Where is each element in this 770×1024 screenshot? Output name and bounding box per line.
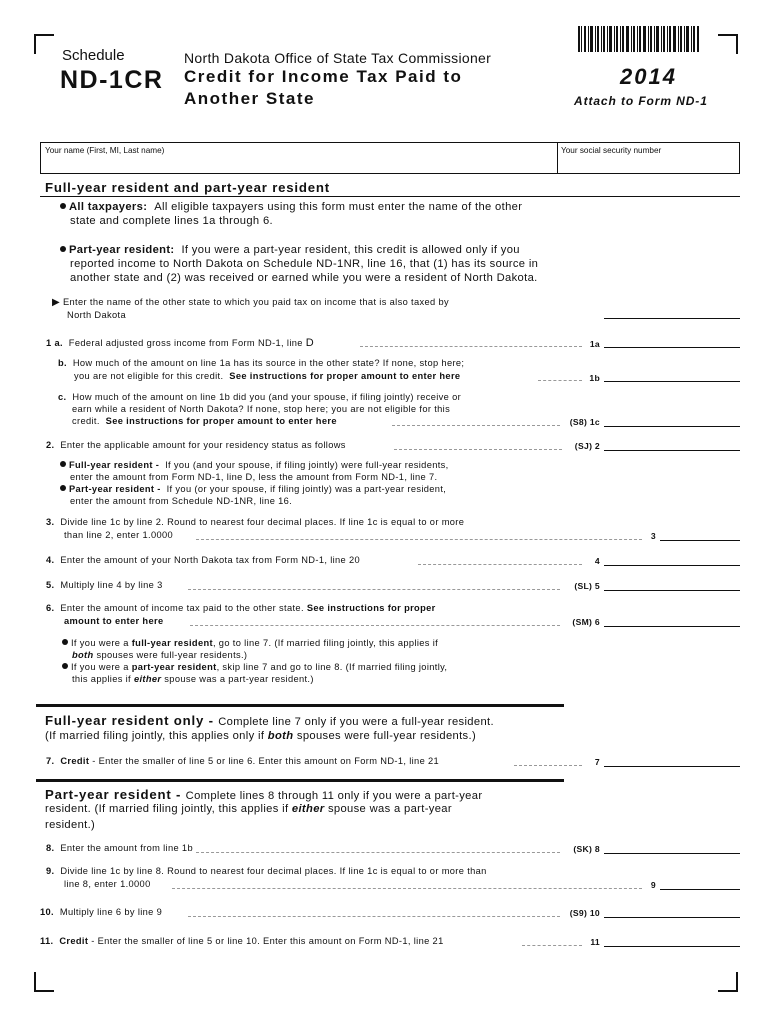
- other-state-name-input[interactable]: [604, 318, 740, 319]
- line-2-full-year-note-cont: enter the amount from Form ND-1, line D, less the amount from Form ND-1, line 7.: [70, 472, 438, 482]
- line-1b-text-cont: you are not eligible for this credit. See instructions for proper amount to enter here: [74, 371, 461, 381]
- leader-dots: [196, 539, 642, 540]
- attach-note: Attach to Form ND-1: [574, 94, 708, 108]
- line-2-full-year-note: Full-year resident - If you (and your spouse, if filing jointly) were full-year residents,: [60, 460, 449, 470]
- section-full-year-only-note: (If married filing jointly, this applies only if both spouses were full-year residents.): [45, 730, 477, 742]
- line-1a-text: 1 a. Federal adjusted gross income from Form ND-1, line D: [46, 337, 315, 349]
- leader-dots: [196, 852, 560, 853]
- line-6-full-year-instruction: If you were a full-year resident, go to line 7. (If married filing jointly, this applies if: [62, 638, 438, 648]
- line-6-part-year-instruction-cont: this applies if either spouse was a part-year resident.): [72, 674, 314, 684]
- line-5-label: (SL) 5: [574, 581, 600, 591]
- line-6-label: (SM) 6: [572, 617, 600, 627]
- leader-dots: [392, 425, 560, 426]
- corner-mark-top-right: [718, 34, 738, 54]
- line-8-text: 8. Enter the amount from line 1b: [46, 843, 193, 853]
- leader-dots: [188, 589, 560, 590]
- part-year-note: Part-year resident: If you were a part-year resident, this credit is allowed only if you: [60, 244, 520, 256]
- bullet-icon: [60, 246, 66, 252]
- other-state-prompt: ▶ Enter the name of the other state to which you paid tax on income that is also taxed by: [52, 297, 449, 308]
- line-8-amount-input[interactable]: [604, 853, 740, 854]
- section-full-and-part-year-title: Full-year resident and part-year resident: [45, 180, 330, 195]
- corner-mark-bottom-right: [718, 972, 738, 992]
- triangle-pointer-icon: ▶: [52, 297, 61, 308]
- line-3-ratio-input[interactable]: [660, 540, 740, 541]
- section-divider: [36, 704, 564, 707]
- line-3-text-cont: than line 2, enter 1.0000: [64, 530, 174, 540]
- form-title-line1: Credit for Income Tax Paid to: [184, 67, 463, 86]
- line-7-label: 7: [594, 757, 600, 767]
- line-4-label: 4: [594, 556, 600, 566]
- line-1b-text: b. How much of the amount on line 1a has its source in the other state? If none, stop here;: [58, 358, 465, 368]
- line-1c-label: (S8) 1c: [569, 417, 600, 427]
- line-10-text: 10. Multiply line 6 by line 9: [40, 907, 163, 917]
- ssn-divider: [557, 142, 558, 173]
- line-1b-amount-input[interactable]: [604, 381, 740, 382]
- line-1c-text-line2: earn while a resident of North Dakota? If none, stop here; you are not eligible for this: [72, 404, 451, 414]
- line-1c-text-line3: credit. See instructions for proper amount to enter here: [72, 416, 337, 426]
- section-part-year-note-cont: resident.): [45, 819, 96, 831]
- line-1c-text: c. How much of the amount on line 1b did you (and your spouse, if filing jointly) receive or: [58, 392, 462, 402]
- line-1a-amount-input[interactable]: [604, 347, 740, 348]
- line-2-part-year-note-cont: enter the amount from Schedule ND-1NR, line 16.: [70, 496, 293, 506]
- line-5-amount-input[interactable]: [604, 590, 740, 591]
- line-11-text: 11. Credit - Enter the smaller of line 5 or line 10. Enter this amount on Form ND-1, line 21: [40, 936, 444, 946]
- line-6-amount-input[interactable]: [604, 626, 740, 627]
- name-field[interactable]: Your name (First, MI, Last name): [45, 146, 165, 155]
- corner-mark-top-left: [34, 34, 54, 54]
- line-9-text-cont: line 8, enter 1.0000: [64, 879, 151, 889]
- form-title-line2: Another State: [184, 89, 315, 108]
- corner-mark-bottom-left: [34, 972, 54, 992]
- line-2-part-year-note: Part-year resident - If you (or your spouse, if filing jointly) was a part-year resident,: [60, 484, 446, 494]
- line-2-label: (SJ) 2: [574, 441, 600, 451]
- bullet-icon: [60, 485, 66, 491]
- all-taxpayers-note-cont: state and complete lines 1a through 6.: [70, 215, 273, 227]
- line-9-text: 9. Divide line 1c by line 8. Round to nearest four decimal places. If line 1c is equal to or more than: [46, 866, 487, 876]
- line-2-amount-input[interactable]: [604, 450, 740, 451]
- leader-dots: [394, 449, 562, 450]
- line-7-credit-input[interactable]: [604, 766, 740, 767]
- line-9-ratio-input[interactable]: [660, 889, 740, 890]
- section-rule: [40, 196, 740, 197]
- form-id: ND-1CR: [60, 66, 164, 94]
- line-6-full-year-instruction-cont: both spouses were full-year residents.): [72, 650, 248, 660]
- section-full-year-only-title: Full-year resident only - Complete line 7 only if you were a full-year resident.: [45, 713, 494, 728]
- bullet-icon: [62, 639, 68, 645]
- leader-dots: [190, 625, 560, 626]
- line-6-text: 6. Enter the amount of income tax paid to the other state. See instructions for proper: [46, 603, 436, 613]
- line-4-amount-input[interactable]: [604, 565, 740, 566]
- part-year-note-line2: reported income to North Dakota on Schedule ND-1NR, line 16, that (1) has its source in: [70, 258, 539, 270]
- leader-dots: [172, 888, 642, 889]
- tax-year: 2014: [620, 64, 677, 89]
- agency-name: North Dakota Office of State Tax Commissioner: [184, 50, 492, 66]
- ssn-field[interactable]: Your social security number: [561, 146, 662, 155]
- line-8-label: (SK) 8: [573, 844, 600, 854]
- line-9-label: 9: [650, 880, 656, 890]
- bullet-icon: [60, 203, 66, 209]
- line-5-text: 5. Multiply line 4 by line 3: [46, 580, 163, 590]
- line-6-part-year-instruction: If you were a part-year resident, skip line 7 and go to line 8. (If married filing jointly,: [62, 662, 447, 672]
- line-7-text: 7. Credit - Enter the smaller of line 5 or line 6. Enter this amount on Form ND-1, line 21: [46, 756, 440, 766]
- barcode: [578, 26, 700, 52]
- all-taxpayers-note: All taxpayers: All eligible taxpayers using this form must enter the name of the other: [60, 201, 522, 213]
- other-state-prompt-cont: North Dakota: [67, 310, 126, 320]
- line-11-credit-input[interactable]: [604, 946, 740, 947]
- line-2-text: 2. Enter the applicable amount for your residency status as follows: [46, 440, 346, 450]
- section-part-year-note: resident. (If married filing jointly, this applies if either spouse was a part-year: [45, 803, 452, 815]
- line-1b-label: 1b: [589, 373, 600, 383]
- schedule-label: Schedule: [62, 47, 125, 64]
- line-1c-amount-input[interactable]: [604, 426, 740, 427]
- line-10-amount-input[interactable]: [604, 917, 740, 918]
- line-1a-label: 1a: [589, 339, 600, 349]
- line-4-text: 4. Enter the amount of your North Dakota tax from Form ND-1, line 20: [46, 555, 361, 565]
- bullet-icon: [60, 461, 66, 467]
- line-10-label: (S9) 10: [569, 908, 600, 918]
- line-11-label: 11: [590, 937, 600, 947]
- line-3-text: 3. Divide line 1c by line 2. Round to nearest four decimal places. If line 1c is equal to or more: [46, 517, 465, 527]
- bullet-icon: [62, 663, 68, 669]
- part-year-note-line3: another state and (2) was received or earned while you were a resident of North Dakota.: [70, 272, 538, 284]
- leader-dots: [188, 916, 560, 917]
- line-3-label: 3: [650, 531, 656, 541]
- line-6-text-cont: amount to enter here: [64, 616, 164, 626]
- section-part-year-title: Part-year resident - Complete lines 8 through 11 only if you were a part-year: [45, 787, 483, 802]
- section-divider: [36, 779, 564, 782]
